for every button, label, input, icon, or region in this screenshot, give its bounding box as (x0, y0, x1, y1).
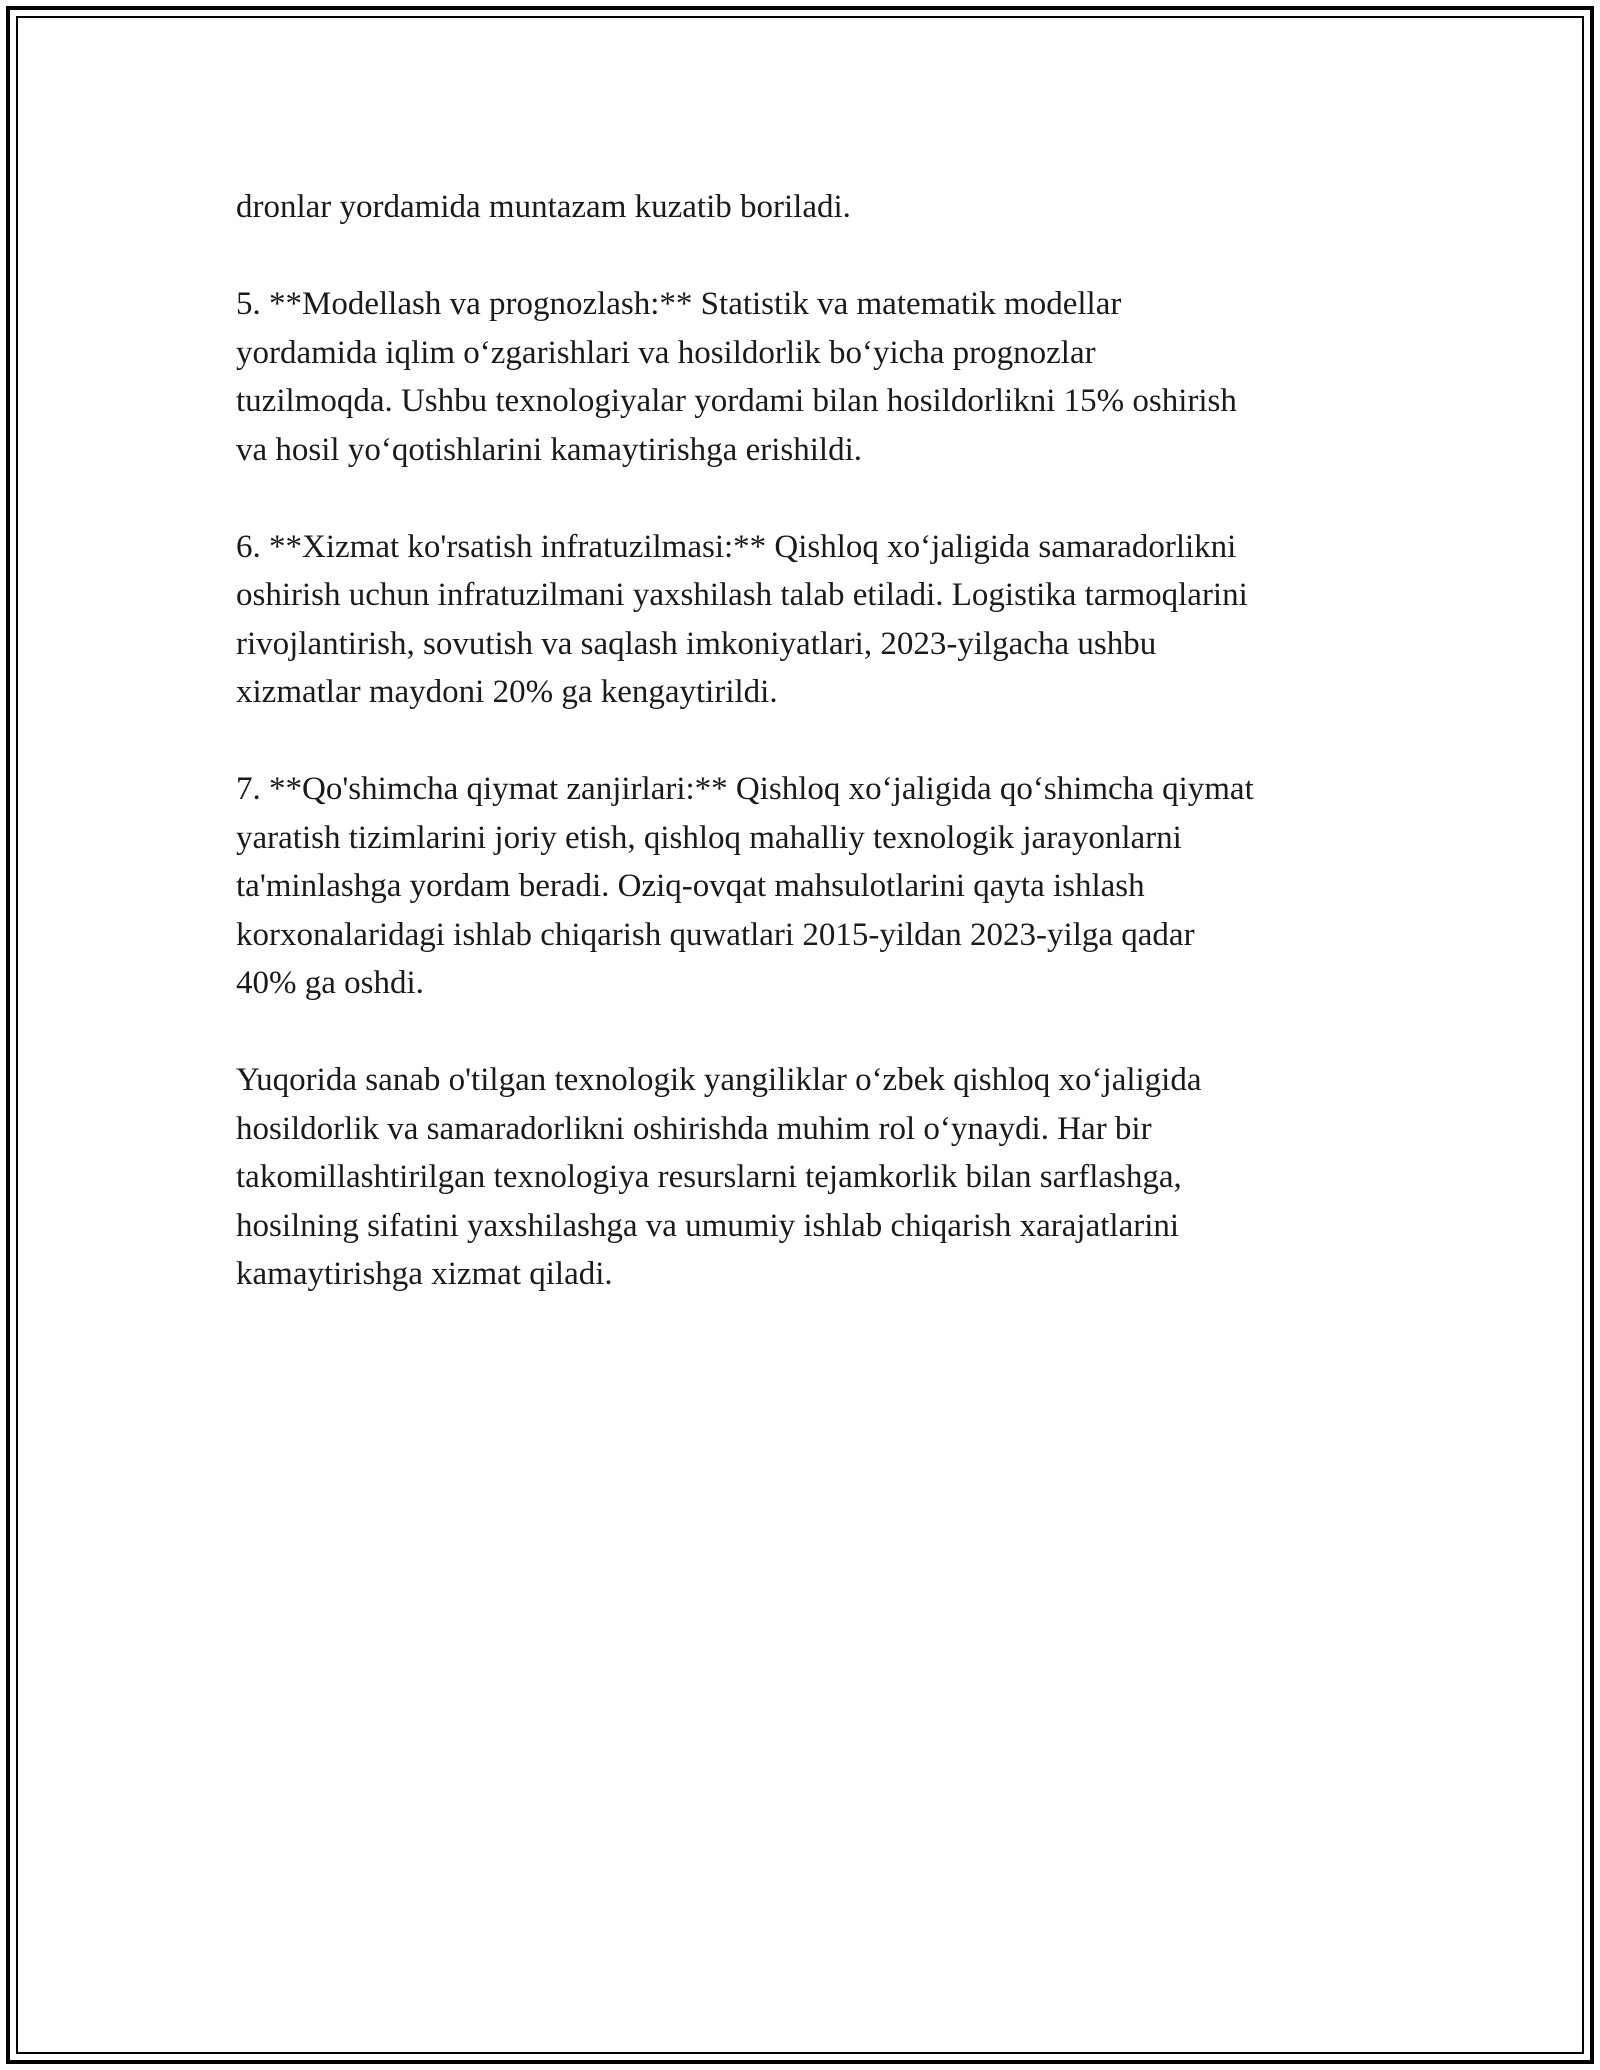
text-line: 5. **Modellash va prognozlash:** Statistik va matematik modellar (236, 286, 1122, 322)
paragraph-modelling-forecasting (236, 280, 1386, 474)
text-line: dronlar yordamida muntazam kuzatib boriladi. (236, 189, 851, 225)
text-line: va hosil yo‘qotishlarini kamaytirishga erishildi. (236, 431, 862, 468)
text-line: takomillashtirilgan texnologiya resurslarni tejamkorlik bilan sarflashga, (236, 1159, 1182, 1195)
text-line: Yuqorida sanab o'tilgan texnologik yangiliklar o‘zbek qishloq xo‘jaligida (236, 1062, 1202, 1098)
text-line: tuzilmoqda. Ushbu texnologiyalar yordami bilan hosildorlikni 15% oshirish (236, 383, 1237, 419)
text-line: 7. **Qo'shimcha qiymat zanjirlari:** Qishloq xo‘jaligida qo‘shimcha qiymat (236, 771, 1254, 807)
text-line: korxonalaridagi ishlab chiqarish quwatlari 2015-yildan 2023-yilga qadar (236, 916, 1195, 953)
text-line: hosilning sifatini yaxshilashga va umumiy ishlab chiqarish xarajatlarini (236, 1207, 1180, 1244)
text-line: xizmatlar maydoni 20% ga kengaytirildi. (236, 674, 778, 710)
paragraph-value-chains (236, 765, 1386, 1008)
paragraph-drones-continuation (236, 183, 1386, 232)
text-line: yordamida iqlim o‘zgarishlari va hosildorlik bo‘yicha prognozlar (236, 334, 1096, 371)
text-line: 6. **Xizmat ko'rsatish infratuzilmasi:** Qishloq xo‘jaligida samaradorlikni (236, 528, 1237, 565)
text-line: ta'minlashga yordam beradi. Oziq-ovqat mahsulotlarini qayta ishlash (236, 868, 1145, 904)
text-line: 40% ga oshdi. (236, 965, 424, 1001)
text-line: yaratish tizimlarini joriy etish, qishloq mahalliy texnologik jarayonlarni (236, 819, 1182, 856)
paragraph-service-infrastructure (236, 523, 1386, 717)
paragraph-conclusion (236, 1056, 1386, 1299)
text-line: rivojlantirish, sovutish va saqlash imkoniyatlari, 2023-yilgacha ushbu (236, 625, 1157, 662)
text-line: oshirish uchun infratuzilmani yaxshilash talab etiladi. Logistika tarmoqlarini (236, 577, 1248, 613)
document-body (236, 183, 1386, 1347)
text-line: hosildorlik va samaradorlikni oshirishda muhim rol o‘ynaydi. Har bir (236, 1110, 1152, 1147)
text-line: kamaytirishga xizmat qiladi. (236, 1256, 613, 1292)
